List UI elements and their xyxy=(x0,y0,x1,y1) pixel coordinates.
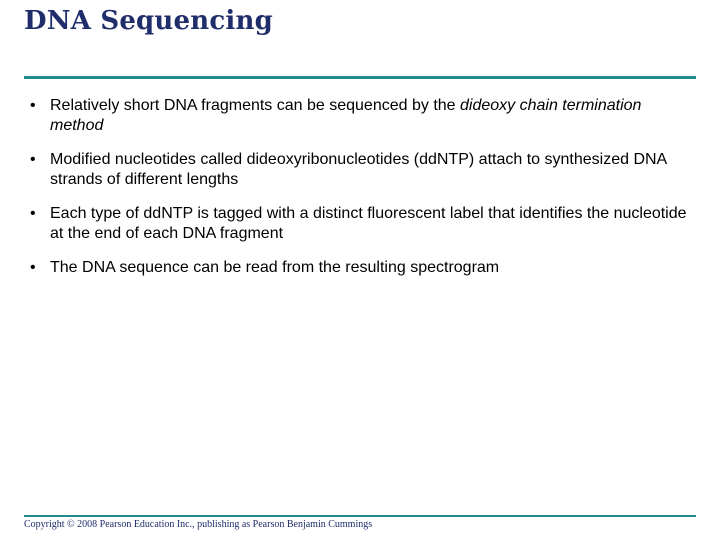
copyright-footer: Copyright © 2008 Pearson Education Inc., publishing as Pearson Benjamin Cummings xyxy=(24,519,373,530)
bullet-item-1 xyxy=(26,96,696,136)
bullet-text-1: Relatively short DNA fragments can be sequenced by the xyxy=(50,97,460,114)
title-divider xyxy=(24,76,696,79)
bullet-icon: • xyxy=(30,259,36,276)
bullet-list xyxy=(26,96,696,292)
bullet-text-3: Each type of ddNTP is tagged with a distinct fluorescent label that identifies the nucleotide at the end of each DNA fragment xyxy=(50,205,687,242)
footer-divider xyxy=(24,515,696,517)
bullet-item-2 xyxy=(26,150,696,190)
bullet-item-4 xyxy=(26,258,696,278)
bullet-text-2: Modified nucleotides called dideoxyribonucleotides (ddNTP) attach to synthesized DNA strands of different lengths xyxy=(50,151,667,188)
bullet-emphasis-1: dideoxy chain termination method xyxy=(50,97,642,134)
bullet-text-4: The DNA sequence can be read from the resulting spectrogram xyxy=(50,259,500,276)
bullet-icon: • xyxy=(30,151,36,168)
bullet-icon: • xyxy=(30,205,36,222)
bullet-icon: • xyxy=(30,97,36,114)
bullet-item-3 xyxy=(26,204,696,244)
slide-title: DNA Sequencing xyxy=(24,6,273,36)
